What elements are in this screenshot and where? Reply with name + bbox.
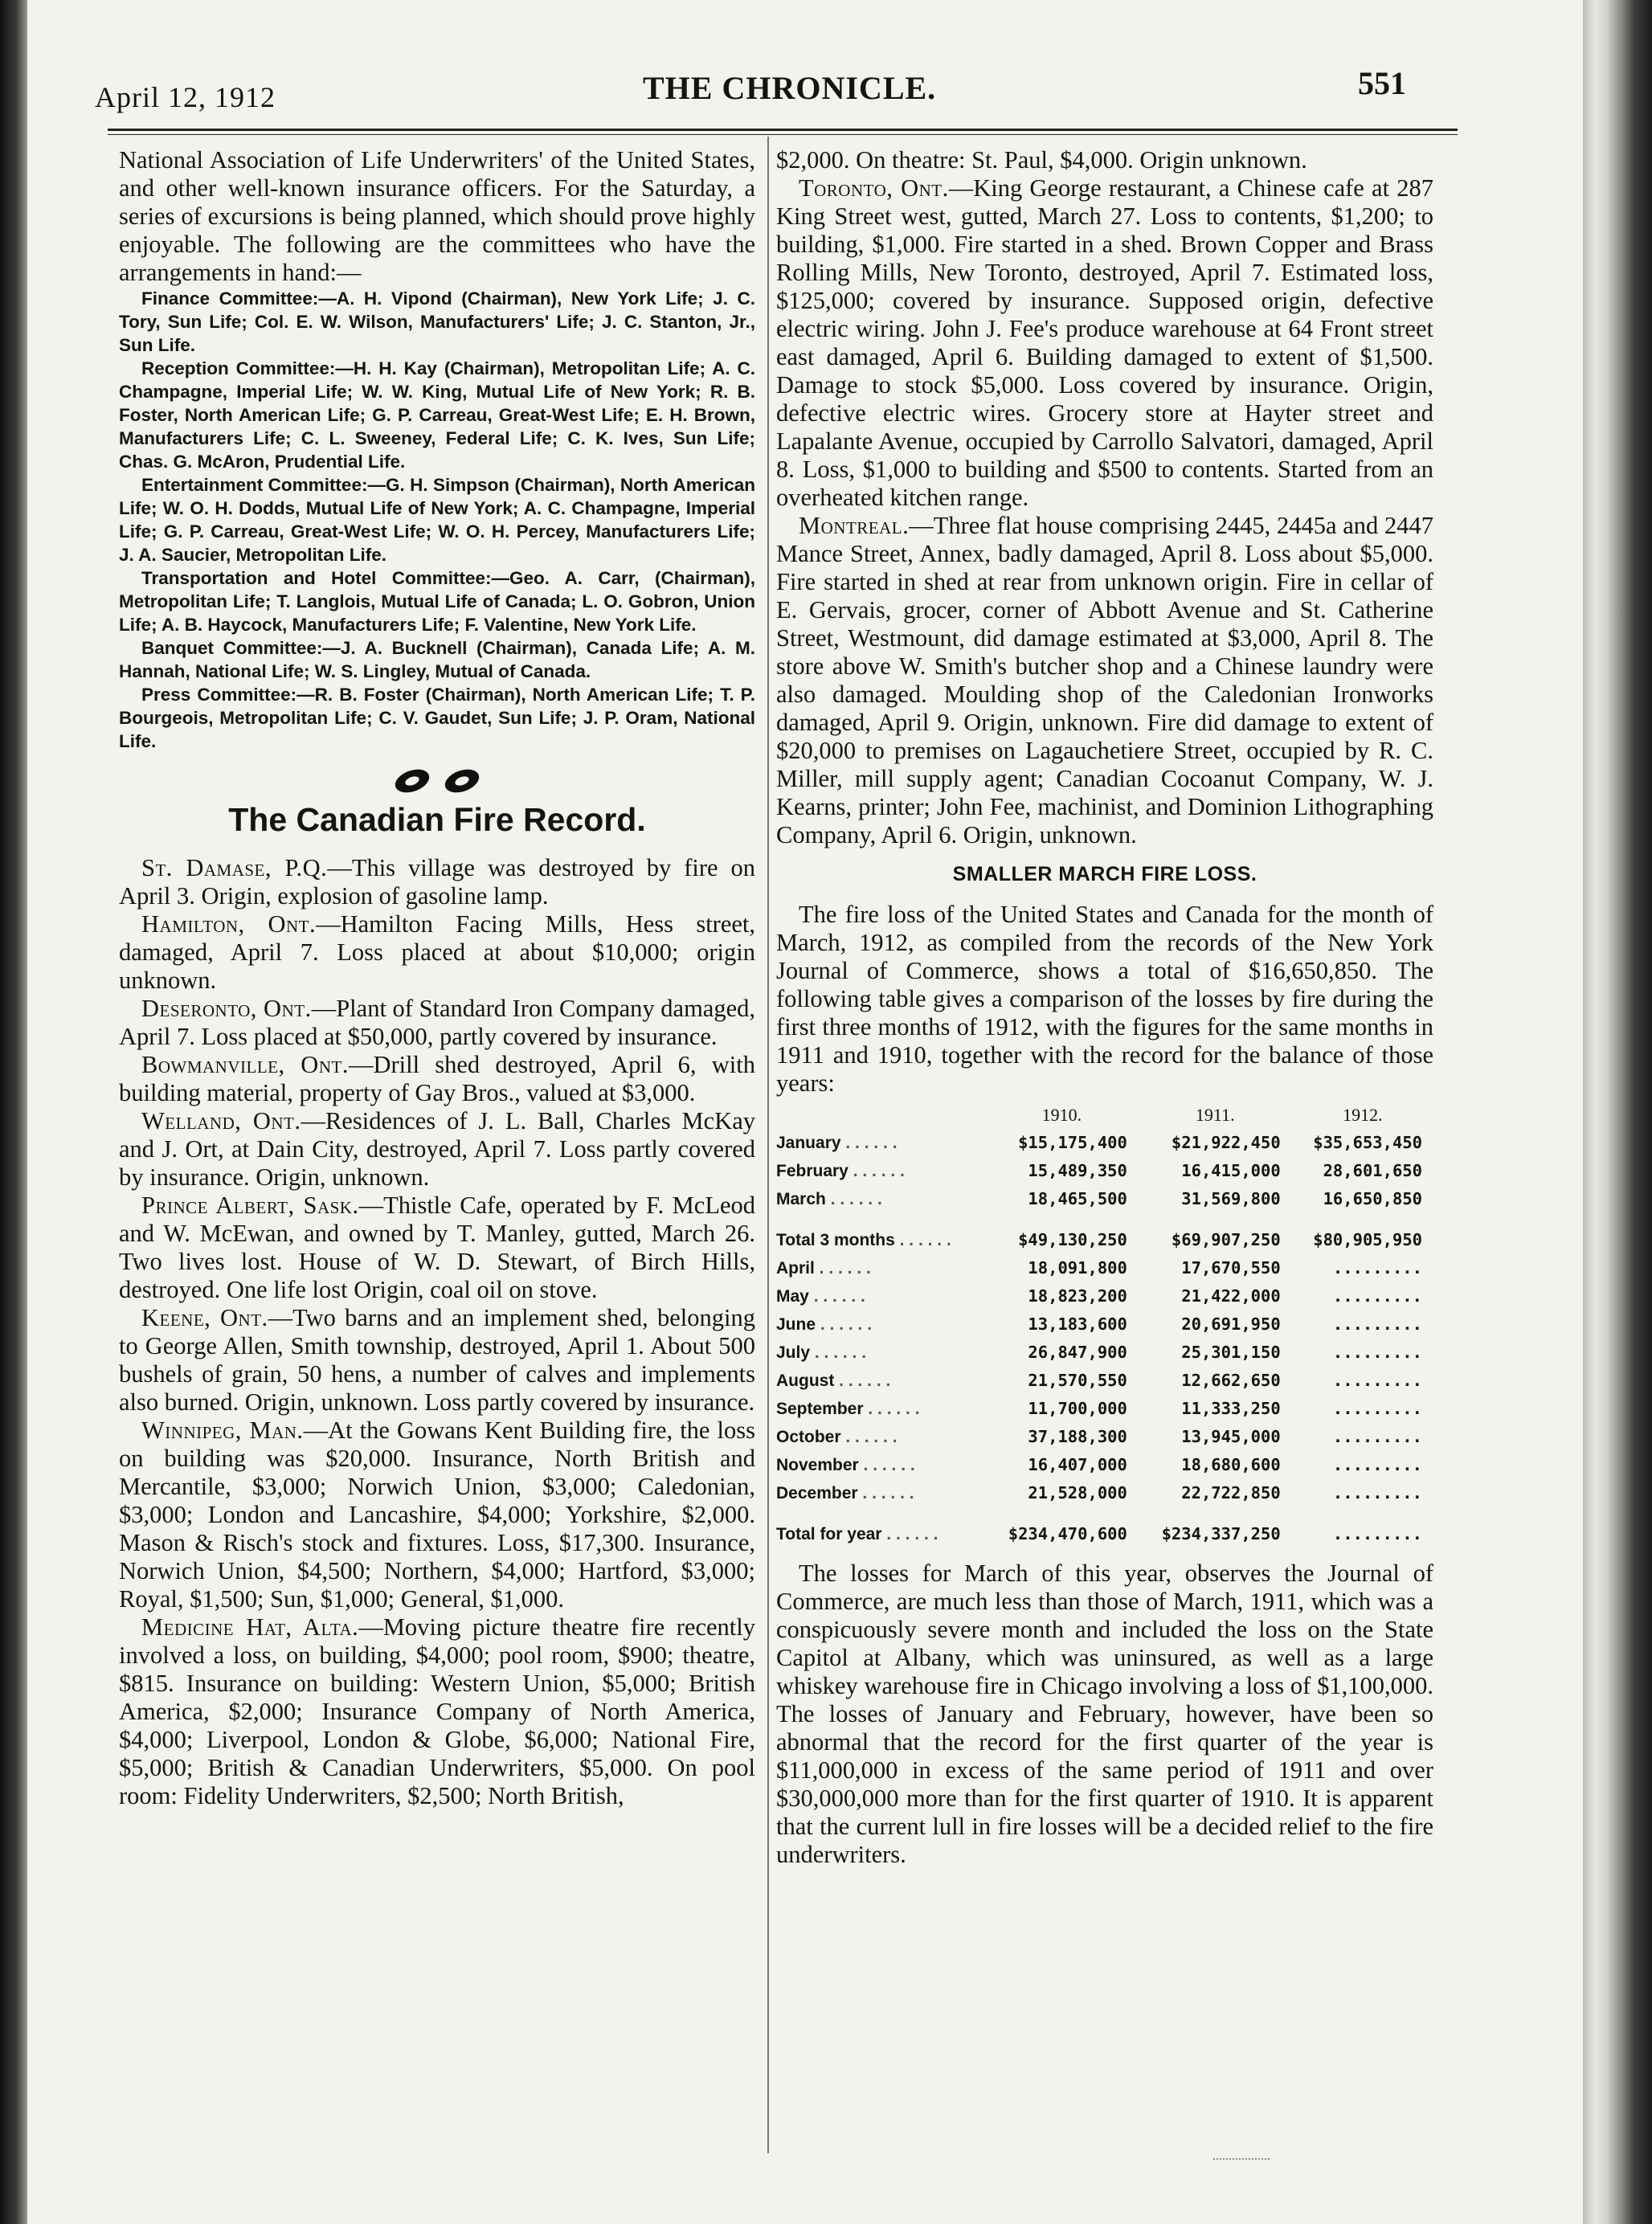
- fire-entry-place: Deseronto, Ont.: [141, 995, 312, 1022]
- row-label: [776, 1157, 985, 1185]
- row-label-text: December: [776, 1484, 858, 1502]
- table-header-blank: [776, 1101, 985, 1129]
- fire-entry-text: —At the Gowans Kent Building fire, the loss on building was $20,000. Insurance, North British and Mercantile, $3,000; Norwich Union, $3,000; Caledonian, $3,000; London and Lancashire, $4,000; Yorkshire, $2,000. Mason & Risch's stock and fixtures. Loss, $17,300. Insurance, Norwich Union, $4,500; Northern, $4,000; Hartford, $3,000; Royal, $1,500; Sun, $1,000; General, $1,000.: [119, 1417, 756, 1613]
- table-row: [776, 1367, 1433, 1395]
- fire-entry: [119, 1107, 755, 1192]
- fire-entry-place: Winnipeg, Man.: [141, 1417, 304, 1444]
- table-spacer-row: [776, 1507, 1433, 1520]
- fire-entry: [119, 910, 755, 995]
- leader-dots: . . . . . .: [848, 1162, 905, 1180]
- table-row: [776, 1226, 1433, 1254]
- table-intro: The fire loss of the United States and Canada for the month of March, 1912, as compiled from the records of the New York Journal of Commerce, shows a total of $16,650,850. The following table gives a comparison of the losses by fire during the first three months of 1912, with the figures for the same months in 1911 and 1910, together with the record for the balance of those years:: [776, 901, 1433, 1097]
- table-cell: $21,922,450: [1171, 1133, 1281, 1152]
- row-label-text: September: [776, 1400, 864, 1418]
- table-header-year: 1910.: [1041, 1105, 1082, 1125]
- leader-dots: . . . . . .: [857, 1484, 914, 1502]
- fire-entry-text: —Drill shed destroyed, April 6, with building material, property of Gay Bros., valued at $3,000.: [119, 1051, 755, 1106]
- book-spine: [0, 0, 27, 2224]
- table-row: [776, 1254, 1433, 1282]
- page-edge: [1583, 0, 1652, 2224]
- fire-entry-place: Montreal.: [799, 512, 910, 539]
- fire-entry-place: Bowmanville, Ont.: [141, 1051, 349, 1078]
- header-rule-top: [108, 129, 1458, 131]
- closing-paragraph: The losses for March of this year, observes the Journal of Commerce, are much less than those of March, 1911, which was a conspicuously severe month and included the loss on the State Capitol at Albany, which was uninsured, as well as a large whiskey warehouse fire in Chicago involving a loss of $1,100,000. The losses of January and February, however, have been so abnormal that the record for the first quarter of the year is $11,000,000 in excess of the same period of 1911 and over $30,000,000 more than for the first quarter of 1910. It is apparent that the current lull in fire losses will be a decided relief to the fire underwriters.: [776, 1560, 1433, 1868]
- ornament-divider: [119, 766, 755, 796]
- table-cell: 18,465,500: [1028, 1189, 1127, 1208]
- table-header-row: [776, 1101, 1433, 1129]
- fire-entry-text: —King George restaurant, a Chinese cafe at 287 King Street west, gutted, March 27. Loss to contents, $1,200; to building, $1,000. Fire started in a shed. Brown Copper and Brass Rolling Mills, New Toronto, destroyed, April 7. Estimated loss, $125,000; covered by insurance. Supposed origin, defective electric wiring. John J. Fee's produce warehouse at 64 Front street east damaged, April 6. Building damaged to extent of $1,500. Damage to stock $5,000. Loss covered by insurance. Origin, defective electric wires. Grocery store at Hayter street and Lapalante Avenue, occupied by Carrollo Salvatori, damaged, April 8. Loss, $1,000 to building and $500 to contents. Started from an overheated kitchen range.: [776, 174, 1433, 511]
- table-header-year: 1912.: [1343, 1105, 1383, 1125]
- row-label-text: August: [776, 1372, 835, 1390]
- row-label-text: January: [776, 1134, 841, 1152]
- row-label-text: February: [776, 1162, 848, 1180]
- table-cell: 21,422,000: [1181, 1286, 1281, 1306]
- table-cell: 28,601,650: [1323, 1161, 1422, 1180]
- committee-reception: Reception Committee:—H. H. Kay (Chairman), Metropolitan Life; A. C. Champagne, Imperial Life; W. W. King, Mutual Life of New York; R. B. Foster, North American Life; G. P. Carreau, Great-West Life; E. H. Brown, Manufacturers Life; C. L. Sweeney, Federal Life; C. K. Ives, Sun Life; Chas. G. McAron, Prudential Life.: [119, 358, 755, 472]
- table-cell: 12,662,650: [1181, 1371, 1281, 1390]
- table-cell: 17,670,550: [1181, 1258, 1281, 1278]
- row-label: [776, 1254, 985, 1282]
- fire-entry: [119, 1304, 755, 1417]
- row-label: [776, 1310, 985, 1339]
- committee-entertainment: Entertainment Committee:—G. H. Simpson (Chairman), North American Life; W. O. H. Dodds, Mutual Life of New York; A. C. Champagne, Imperial Life; G. P. Carreau, Great-West Life; W. O. H. Percey, Manufacturers Life; J. A. Saucier, Metropolitan Life.: [119, 475, 755, 565]
- row-label-text: April: [776, 1259, 815, 1278]
- table-row: [776, 1479, 1433, 1507]
- table-row: [776, 1310, 1433, 1339]
- bottom-dotted-mark: [1213, 2158, 1270, 2160]
- fire-entry-place: Prince Albert, Sask.: [141, 1192, 359, 1219]
- fire-entry: [119, 1051, 755, 1107]
- table-cell: .........: [1332, 1455, 1422, 1474]
- fire-entry: [119, 995, 755, 1051]
- table-row: [776, 1157, 1433, 1185]
- table-cell: 37,188,300: [1028, 1427, 1127, 1446]
- fire-entry-text: —Plant of Standard Iron Company damaged, April 7. Loss placed at $50,000, partly covered by insurance.: [119, 995, 755, 1050]
- fire-entry: [119, 854, 755, 910]
- fire-entry-place: Hamilton, Ont.: [141, 910, 317, 938]
- table-cell: .........: [1332, 1371, 1422, 1390]
- leader-dots: . . . . . .: [858, 1456, 915, 1474]
- row-label: [776, 1339, 985, 1367]
- table-cell: 31,569,800: [1181, 1189, 1281, 1208]
- table-cell: 18,680,600: [1181, 1455, 1281, 1474]
- table-cell: $234,470,600: [1008, 1524, 1127, 1543]
- table-row: [776, 1185, 1433, 1213]
- issue-date: April 12, 1912: [95, 81, 276, 113]
- table-cell: .........: [1332, 1427, 1422, 1446]
- leader-dots: . . . . . .: [840, 1134, 898, 1152]
- row-label: [776, 1129, 985, 1157]
- leader-dots: . . . . . .: [816, 1315, 873, 1334]
- row-label-text: March: [776, 1190, 826, 1208]
- right-column: [776, 146, 1433, 1869]
- row-label-text: May: [776, 1287, 809, 1306]
- row-label: [776, 1226, 985, 1254]
- table-row: [776, 1282, 1433, 1310]
- fire-entry-text: —Two barns and an implement shed, belonging to George Allen, Smith township, destroyed, April 1. About 500 bushels of grain, 50 hens, a number of calves and implements also burned. Origin, unknown. Loss partly covered by insurance.: [119, 1304, 755, 1416]
- leader-dots: . . . . . .: [863, 1400, 920, 1418]
- row-label-text: Total 3 months: [776, 1231, 895, 1249]
- table-cell: .........: [1332, 1258, 1422, 1278]
- column-divider: [767, 137, 769, 2153]
- row-label-text: Total for year: [776, 1525, 882, 1543]
- row-label: [776, 1520, 985, 1548]
- table-cell: .........: [1332, 1524, 1422, 1543]
- fire-entry: [776, 512, 1433, 849]
- table-cell: .........: [1332, 1343, 1422, 1362]
- table-cell: 11,700,000: [1028, 1399, 1127, 1418]
- fire-entry-place: Welland, Ont.: [141, 1107, 301, 1134]
- table-row: [776, 1395, 1433, 1423]
- leader-dots: . . . . . .: [814, 1259, 871, 1278]
- table-cell: 22,722,850: [1181, 1483, 1281, 1502]
- publication-title: THE CHRONICLE.: [643, 70, 937, 106]
- fire-entry: [776, 174, 1433, 512]
- fire-entry-text: —This village was destroyed by fire on April 3. Origin, explosion of gasoline lamp.: [119, 854, 755, 910]
- fire-entry-text: —Hamilton Facing Mills, Hess street, damaged, April 7. Loss placed at about $10,000; origin unknown.: [119, 910, 756, 994]
- left-column: [119, 146, 755, 1810]
- fire-entry-text: —Residences of J. L. Ball, Charles McKay and J. Ort, at Dain City, destroyed, April 7. Loss partly covered by insurance. Origin, unknown.: [119, 1107, 755, 1191]
- leader-dots: . . . . . .: [810, 1343, 867, 1362]
- fire-entry: [119, 1613, 755, 1810]
- row-label: [776, 1395, 985, 1423]
- table-header-year: 1911.: [1195, 1105, 1235, 1125]
- table-cell: 11,333,250: [1181, 1399, 1281, 1418]
- leader-dots: . . . . . .: [825, 1190, 882, 1208]
- table-cell: 13,183,600: [1028, 1314, 1127, 1334]
- table-spacer-row: [776, 1213, 1433, 1226]
- table-cell: .........: [1332, 1399, 1422, 1418]
- ornament-icon: [385, 766, 489, 796]
- row-label: [776, 1367, 985, 1395]
- row-label: [776, 1451, 985, 1479]
- table-cell: 18,823,200: [1028, 1286, 1127, 1306]
- table-cell: 21,528,000: [1028, 1483, 1127, 1502]
- committee-banquet: Banquet Committee:—J. A. Bucknell (Chairman), Canada Life; A. M. Hannah, National Life; W. S. Lingley, Mutual of Canada.: [119, 638, 755, 681]
- committee-transportation: Transportation and Hotel Committee:—Geo. A. Carr, (Chairman), Metropolitan Life; T. Langlois, Mutual Life of Canada; L. O. Gobron, Union Life; A. B. Haycock, Manufacturers Life; F. Valentine, New York Life.: [119, 568, 755, 635]
- row-label-text: October: [776, 1428, 841, 1446]
- fire-entry-text: —Three flat house comprising 2445, 2445a and 2447 Mance Street, Annex, badly damaged, April 8. Loss about $5,000. Fire started in shed at rear from unknown origin. Fire in cellar of E. Gervais, grocer, corner of Abbott Avenue and St. Catherine Street, Westmount, did damage estimated at $3,000, April 8. The store above W. Smith's butcher shop and a Chinese laundry were also damaged. Moulding shop of the Caledonian Ironworks damaged, April 9. Origin, unknown. Fire did damage to extent of $20,000 to premises on Lagauchetiere Street, occupied by R. C. Miller, mill supply agent; Canadian Cocoanut Company, W. J. Kearns, printer; John Fee, machinist, and Dominion Lithographing Company, April 6. Origin, unknown.: [776, 512, 1433, 848]
- row-label: [776, 1479, 985, 1507]
- table-row: [776, 1451, 1433, 1479]
- table-cell: 20,691,950: [1181, 1314, 1281, 1334]
- table-cell: 18,091,800: [1028, 1258, 1127, 1278]
- table-cell: 15,489,350: [1028, 1161, 1127, 1180]
- table-cell: .........: [1332, 1286, 1422, 1306]
- table-cell: .........: [1332, 1314, 1422, 1334]
- table-cell: $49,130,250: [1018, 1230, 1127, 1249]
- row-label: [776, 1282, 985, 1310]
- header-rule-bottom: [108, 134, 1458, 135]
- page-number: 551: [1358, 65, 1406, 101]
- fire-entry-text: —Thistle Cafe, operated by F. McLeod and W. McEwan, and owned by T. Manley, gutted, March 26. Two lives lost. House of W. D. Stewart, of Birch Hills, destroyed. One life lost Origin, coal oil on stove.: [119, 1192, 756, 1303]
- intro-paragraph: National Association of Life Underwriters' of the United States, and other well-known insurance officers. For the Saturday, a series of excursions is being planned, which should prove highly enjoyable. The following are the committees who have the arrangements in hand:—: [119, 146, 755, 286]
- table-cell: $15,175,400: [1018, 1133, 1127, 1152]
- fire-loss-table: [776, 1101, 1433, 1548]
- row-label-text: November: [776, 1456, 859, 1474]
- section-title: The Canadian Fire Record.: [228, 801, 646, 838]
- table-row: [776, 1339, 1433, 1367]
- committee-finance: Finance Committee:—A. H. Vipond (Chairman), New York Life; J. C. Tory, Sun Life; Col. E. W. Wilson, Manufacturers' Life; J. C. Stanton, Jr., Sun Life.: [119, 288, 755, 355]
- table-row: [776, 1129, 1433, 1157]
- table-cell: $80,905,950: [1313, 1230, 1422, 1249]
- table-body: [776, 1129, 1433, 1548]
- continuation-text: $2,000. On theatre: St. Paul, $4,000. Origin unknown.: [776, 146, 1307, 174]
- table-cell: 16,407,000: [1028, 1455, 1127, 1474]
- table-cell: 21,570,550: [1028, 1371, 1127, 1390]
- fire-entry-text: —Moving picture theatre fire recently involved a loss, on building, $4,000; pool room, $900; theatre, $815. Insurance on building: Western Union, $5,000; British America, $2,000; Insurance Company of North America, $4,000; Liverpool, London & Globe, $6,000; National Fire, $5,000; British & Canadian Underwriters, $5,000. On pool room: Fidelity Underwriters, $2,500; North British,: [119, 1613, 755, 1809]
- row-label-text: June: [776, 1315, 816, 1334]
- fire-entry: [119, 1417, 755, 1613]
- table-row: [776, 1520, 1433, 1548]
- fire-entry-place: Medicine Hat, Alta.: [141, 1613, 359, 1641]
- leader-dots: . . . . . .: [840, 1428, 898, 1446]
- table-row: [776, 1423, 1433, 1451]
- fire-entry: [119, 1192, 755, 1304]
- table-cell: .........: [1332, 1483, 1422, 1502]
- table-cell: 26,847,900: [1028, 1343, 1127, 1362]
- table-cell: 16,650,850: [1323, 1189, 1422, 1208]
- fire-entry-place: St. Damase, P.Q.: [141, 854, 328, 881]
- leader-dots: . . . . . .: [894, 1231, 951, 1249]
- table-cell: 13,945,000: [1181, 1427, 1281, 1446]
- row-label: [776, 1185, 985, 1213]
- leader-dots: . . . . . .: [834, 1372, 891, 1390]
- table-cell: 16,415,000: [1181, 1161, 1281, 1180]
- row-label-text: July: [776, 1343, 811, 1362]
- table-cell: $234,337,250: [1161, 1524, 1281, 1543]
- committee-press: Press Committee:—R. B. Foster (Chairman), North American Life; T. P. Bourgeois, Metropolitan Life; C. V. Gaudet, Sun Life; J. P. Oram, National Life.: [119, 685, 755, 751]
- fire-entry-place: Keene, Ont.: [141, 1304, 268, 1331]
- row-label: [776, 1423, 985, 1451]
- table-cell: $69,907,250: [1171, 1230, 1281, 1249]
- leader-dots: . . . . . .: [881, 1525, 938, 1543]
- table-cell: 25,301,150: [1181, 1343, 1281, 1362]
- fire-entry-place: Toronto, Ont.: [799, 174, 949, 202]
- leader-dots: . . . . . .: [808, 1287, 865, 1306]
- subsection-title: SMALLER MARCH FIRE LOSS.: [952, 863, 1257, 885]
- table-cell: $35,653,450: [1313, 1133, 1422, 1152]
